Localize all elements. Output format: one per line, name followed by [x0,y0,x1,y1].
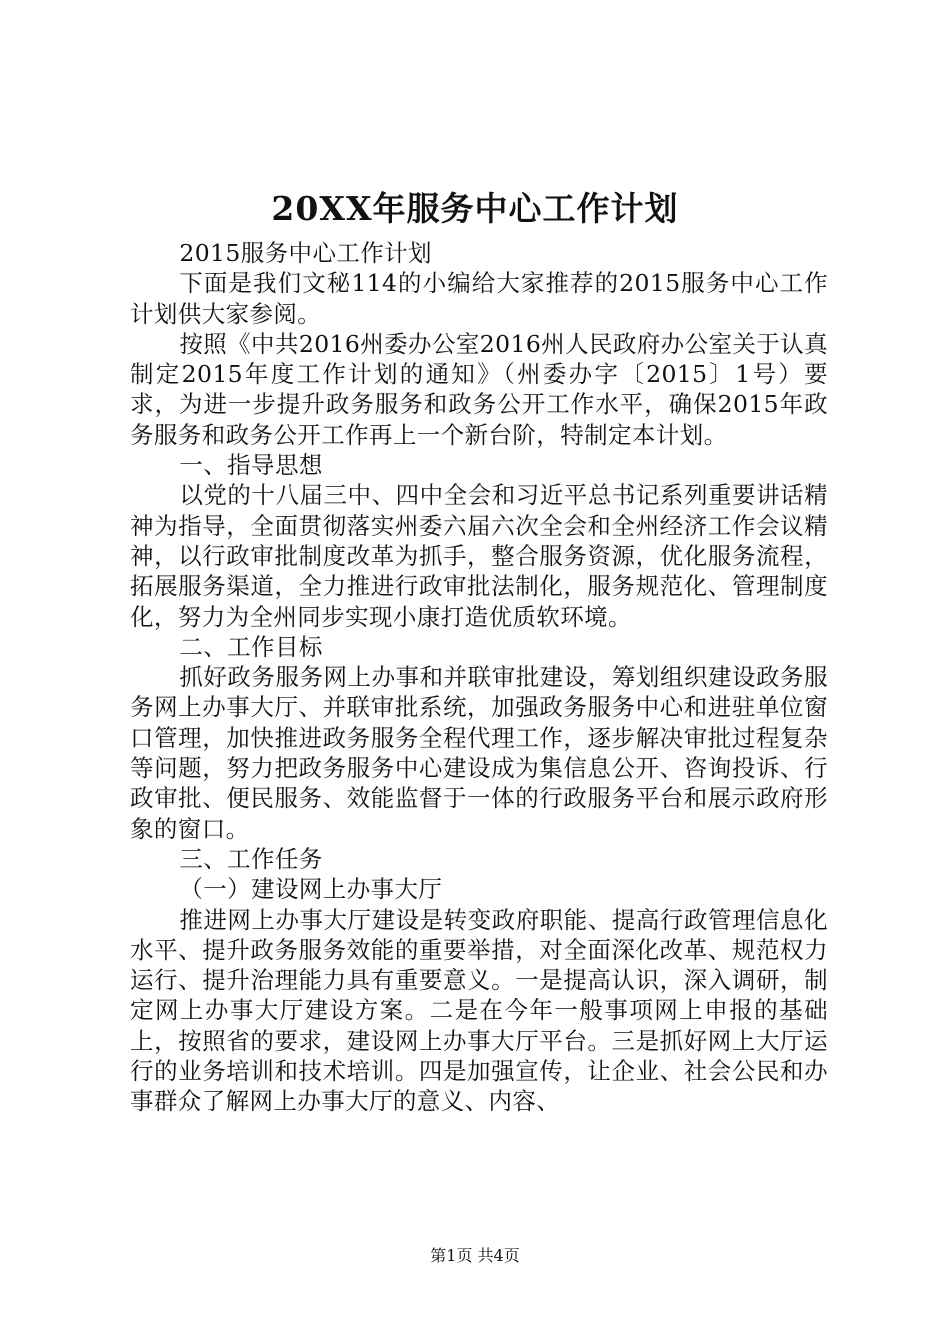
paragraph-basis: 按照《中共2016州委办公室2016州人民政府办公室关于认真制定2015年度工作计划的通知》（州委办字〔2015〕1号）要求，为进一步提升政务服务和政务公开工作水平，确保2015年政务服务和政务公开工作再上一个新台阶，特制定本计划。 [130,329,828,449]
document-title: 20XX年服务中心工作计划 [271,189,679,228]
paragraph-guiding-thought: 以党的十八届三中、四中全会和习近平总书记系列重要讲话精神为指导，全面贯彻落实州委六届六次全会和全州经济工作会议精神，以行政审批制度改革为抓手，整合服务资源，优化服务流程，拓展服务渠道，全力推进行政审批法制化，服务规范化、管理制度化，努力为全州同步实现小康打造优质软环境。 [130,481,828,631]
subsection-heading-online-hall: （一）建设网上办事大厅 [179,875,443,904]
paragraph-online-hall: 推进网上办事大厅建设是转变政府职能、提高行政管理信息化水平、提升政务服务效能的重要举措，对全面深化改革、规范权力运行、提升治理能力具有重要意义。一是提高认识，深入调研，制定网上办事大厅建设方案。二是在今年一般事项网上申报的基础上，按照省的要求，建设网上办事大厅平台。三是抓好网上大厅运行的业务培训和技术培训。四是加强宣传，让企业、社会公民和办事群众了解网上办事大厅的意义、内容、 [130,905,828,1116]
section-heading-work-goals: 二、工作目标 [179,632,323,661]
paragraph-work-goals: 抓好政务服务网上办事和并联审批建设，筹划组织建设政务服务网上办事大厅、并联审批系统，加强政务服务中心和进驻单位窗口管理，加快推进政务服务全程代理工作，逐步解决审批过程复杂等问题，努力把政务服务中心建设成为集信息公开、咨询投诉、行政审批、便民服务、效能监督于一体的行政服务平台和展示政府形象的窗口。 [130,663,828,843]
page-footer: 第1页 共4页 [430,1246,520,1265]
section-heading-guiding-thought: 一、指导思想 [179,451,323,480]
paragraph-subtitle: 2015服务中心工作计划 [179,239,432,267]
document-body [130,238,828,1117]
section-heading-work-tasks: 三、工作任务 [179,844,323,873]
paragraph-intro: 下面是我们文秘114的小编给大家推荐的2015服务中心工作计划供大家参阅。 [130,269,828,328]
